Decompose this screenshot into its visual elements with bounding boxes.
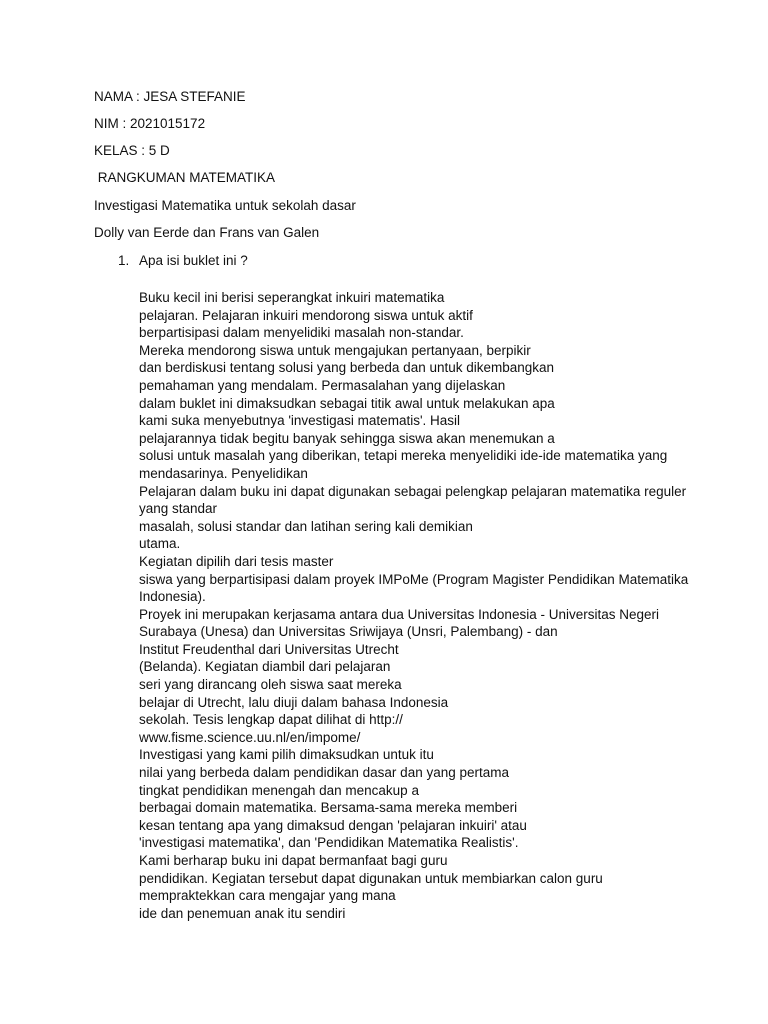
answer-line: ide dan penemuan anak itu sendiri bbox=[139, 905, 346, 921]
answer-line: berpartisipasi dalam menyelidiki masalah non-standar. bbox=[139, 325, 464, 341]
answer-line: Investigasi yang kami pilih dimaksudkan untuk itu bbox=[139, 747, 434, 763]
answer-line: mempraktekkan cara mengajar yang mana bbox=[139, 888, 396, 904]
answer-line: solusi untuk masalah yang diberikan, tetapi mereka menyelidiki ide-ide matematika yang bbox=[139, 448, 668, 464]
answer-line: Kami berharap buku ini dapat bermanfaat bagi guru bbox=[139, 853, 448, 868]
student-class: KELAS : 5 D bbox=[94, 143, 170, 158]
answer-line: pelajarannya tidak begitu banyak sehingga siswa akan menemukan a bbox=[139, 430, 555, 446]
answer-line: Buku kecil ini berisi seperangkat inkuiri matematika bbox=[139, 290, 445, 305]
answer-line: pendidikan. Kegiatan tersebut dapat digunakan untuk membiarkan calon guru bbox=[139, 870, 603, 886]
answer-line: (Belanda). Kegiatan diambil dari pelajaran bbox=[139, 659, 391, 675]
question-text: Apa isi buklet ini ? bbox=[139, 253, 248, 268]
answer-line: 'investigasi matematika', dan 'Pendidikan Matematika Realistis'. bbox=[139, 835, 519, 851]
answer-line: sekolah. Tesis lengkap dapat dilihat di http:// bbox=[139, 712, 403, 728]
book-title: Investigasi Matematika untuk sekolah dasar bbox=[94, 198, 356, 213]
answer-line: utama. bbox=[139, 536, 181, 552]
answer-line: belajar di Utrecht, lalu diuji dalam bahasa Indonesia bbox=[139, 694, 449, 710]
answer-line: nilai yang berbeda dalam pendidikan dasar dan yang pertama bbox=[139, 765, 510, 781]
answer-line: masalah, solusi standar dan latihan sering kali demikian bbox=[139, 518, 473, 534]
book-authors: Dolly van Eerde dan Frans van Galen bbox=[94, 225, 320, 240]
answer-line: www.fisme.science.uu.nl/en/impome/ bbox=[139, 729, 361, 745]
answer-line: siswa yang berpartisipasi dalam proyek IMPoMe (Program Magister Pendidikan Matematika bbox=[139, 571, 689, 587]
answer-line: berbagai domain matematika. Bersama-sama mereka memberi bbox=[139, 800, 518, 816]
answer-line: seri yang dirancang oleh siswa saat mereka bbox=[139, 677, 402, 693]
answer-paragraph bbox=[139, 289, 689, 922]
answer-line: mendasarinya. Penyelidikan bbox=[139, 465, 308, 481]
answer-line: Indonesia). bbox=[139, 589, 206, 605]
student-name: NAMA : JESA STEFANIE bbox=[94, 89, 246, 104]
answer-line: pelajaran. Pelajaran inkuiri mendorong siswa untuk aktif bbox=[139, 307, 473, 323]
answer-line: pemahaman yang mendalam. Permasalahan yang dijelaskan bbox=[139, 377, 506, 393]
answer-line: Kegiatan dipilih dari tesis master bbox=[139, 553, 334, 569]
answer-line: Institut Freudenthal dari Universitas Utrecht bbox=[139, 641, 399, 657]
answer-line: kami suka menyebutnya 'investigasi matematis'. Hasil bbox=[139, 413, 461, 429]
answer-line: Proyek ini merupakan kerjasama antara dua Universitas Indonesia - Universitas Negeri bbox=[139, 606, 659, 622]
answer-line: Surabaya (Unesa) dan Universitas Sriwijaya (Unsri, Palembang) - dan bbox=[139, 624, 558, 640]
student-nim: NIM : 2021015172 bbox=[94, 116, 206, 131]
answer-line: kesan tentang apa yang dimaksud dengan 'pelajaran inkuiri' atau bbox=[139, 817, 527, 833]
answer-line: dalam buklet ini dimaksudkan sebagai titik awal untuk melakukan apa bbox=[139, 395, 555, 411]
answer-line: Mereka mendorong siswa untuk mengajukan pertanyaan, berpikir bbox=[139, 342, 531, 358]
answer-line: yang standar bbox=[139, 501, 218, 517]
answer-line: dan berdiskusi tentang solusi yang berbeda dan untuk dikembangkan bbox=[139, 360, 555, 376]
answer-line: tingkat pendidikan menengah dan mencakup a bbox=[139, 782, 419, 798]
answer-line: Pelajaran dalam buku ini dapat digunakan sebagai pelengkap pelajaran matematika reguler bbox=[139, 483, 687, 499]
question-number: 1. bbox=[118, 253, 130, 268]
document-title: RANGKUMAN MATEMATIKA bbox=[94, 170, 276, 185]
